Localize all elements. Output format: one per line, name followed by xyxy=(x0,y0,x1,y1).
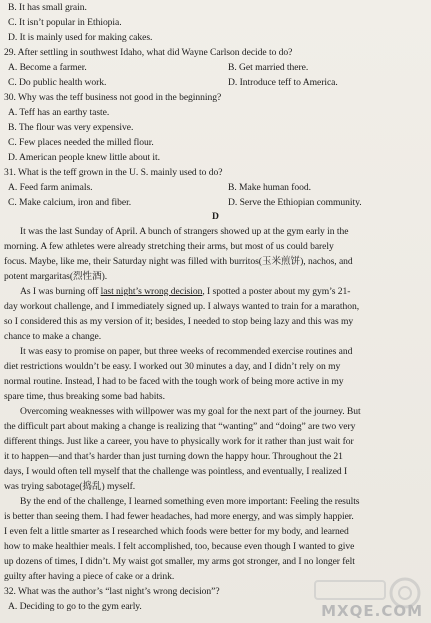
question-32: 32. What was the author’s “last night’s wrong decision”? xyxy=(4,586,220,597)
passage-line: It was the last Sunday of April. A bunch of strangers showed up at the gym early in the xyxy=(20,226,349,237)
option-31c: C. Make calcium, iron and fiber. xyxy=(8,197,132,208)
option-29b: B. Get married there. xyxy=(228,62,309,73)
passage-text: , I spotted a poster about my gym’s 21- xyxy=(202,286,351,297)
passage-line: normal routine. Instead, I had to be faced with the tough work of being more active in my xyxy=(4,376,344,387)
option-30d: D. American people knew little about it. xyxy=(8,152,160,163)
passage-line: up dozens of times, I didn’t. My waist got smaller, my arms got stronger, and I no longer felt xyxy=(4,556,355,567)
passage-line: the difficult part about making a change is realizing that “wanting” and “doing” are two very xyxy=(4,421,356,432)
question-30: 30. Why was the teff business not good in the beginning? xyxy=(4,92,222,103)
underlined-phrase: last night’s wrong decision xyxy=(100,286,203,297)
option-31d: D. Serve the Ethiopian community. xyxy=(228,197,362,208)
passage-line: is better than seeing them. I had fewer headaches, had more energy, and was simply happier. xyxy=(4,511,354,522)
passage-line: morning. A few athletes were already stretching their arms, but most of us could barely xyxy=(4,241,334,252)
passage-line: how to make healthier meals. I felt accomplished, too, because even though I wanted to give xyxy=(4,541,355,552)
passage-line: Overcoming weaknesses with willpower was my goal for the next part of the journey. But xyxy=(20,406,361,417)
passage-line: different things. Just like a career, you have to physically work for it rather than just wait for xyxy=(4,436,354,447)
option-30c: C. Few places needed the milled flour. xyxy=(8,137,154,148)
option-29c: C. Do public health work. xyxy=(8,77,107,88)
passage-line: spare time, thus breaking some bad habits. xyxy=(4,391,165,402)
option-31b: B. Make human food. xyxy=(228,182,311,193)
passage-line: so I considered this as my version of it; besides, I needed to stop being lazy and this was my xyxy=(4,316,354,327)
option-28c: C. It isn’t popular in Ethiopia. xyxy=(8,17,122,28)
passage-line: potent margaritas(烈性酒). xyxy=(4,271,108,282)
option-32a: A. Deciding to go to the gym early. xyxy=(8,601,142,612)
option-30a: A. Teff has an earthy taste. xyxy=(8,107,110,118)
passage-d-heading: D xyxy=(212,211,219,222)
passage-text: As I was burning off xyxy=(20,286,101,297)
passage-line: It was easy to promise on paper, but three weeks of recommended exercise routines and xyxy=(20,346,353,357)
passage-line: it to happen—and that’s harder than just turning down the happy hour. Throughout the 21 xyxy=(4,451,343,462)
option-29d: D. Introduce teff to America. xyxy=(228,77,338,88)
passage-line: guilty after having a piece of cake or a drink. xyxy=(4,571,175,582)
passage-line: day workout challenge, and I immediately signed up. I always wanted to train for a marathon, xyxy=(4,301,360,312)
watermark-text: MXQE.COM xyxy=(321,602,423,620)
question-31: 31. What is the teff grown in the U. S. mainly used to do? xyxy=(4,167,223,178)
passage-line: By the end of the challenge, I learned something even more important: Feeling the results xyxy=(20,496,360,507)
question-29: 29. After settling in southwest Idaho, what did Wayne Carlson decide to do? xyxy=(4,47,293,58)
passage-line: I even felt a little smarter as I researched which foods were better for my body, and learned xyxy=(4,526,349,537)
passage-line: chance to make a change. xyxy=(4,331,102,342)
option-28d: D. It is mainly used for making cakes. xyxy=(8,32,153,43)
option-28b: B. It has small grain. xyxy=(8,2,87,13)
passage-line: was trying sabotage(捣乱) myself. xyxy=(4,481,136,492)
passage-line: diet restrictions wouldn’t be easy. I worked out 30 minutes a day, and I didn’t rely on my xyxy=(4,361,341,372)
option-31a: A. Feed farm animals. xyxy=(8,182,93,193)
passage-line: focus. Maybe, like me, their Saturday night was filled with burritos(玉米煎饼), nachos, and xyxy=(4,256,353,267)
passage-line xyxy=(20,286,350,298)
passage-line: days, I would often tell myself that the challenge was pointless, and eventually, I realized I xyxy=(4,466,348,477)
option-30b: B. The flour was very expensive. xyxy=(8,122,134,133)
option-29a: A. Become a farmer. xyxy=(8,62,87,73)
